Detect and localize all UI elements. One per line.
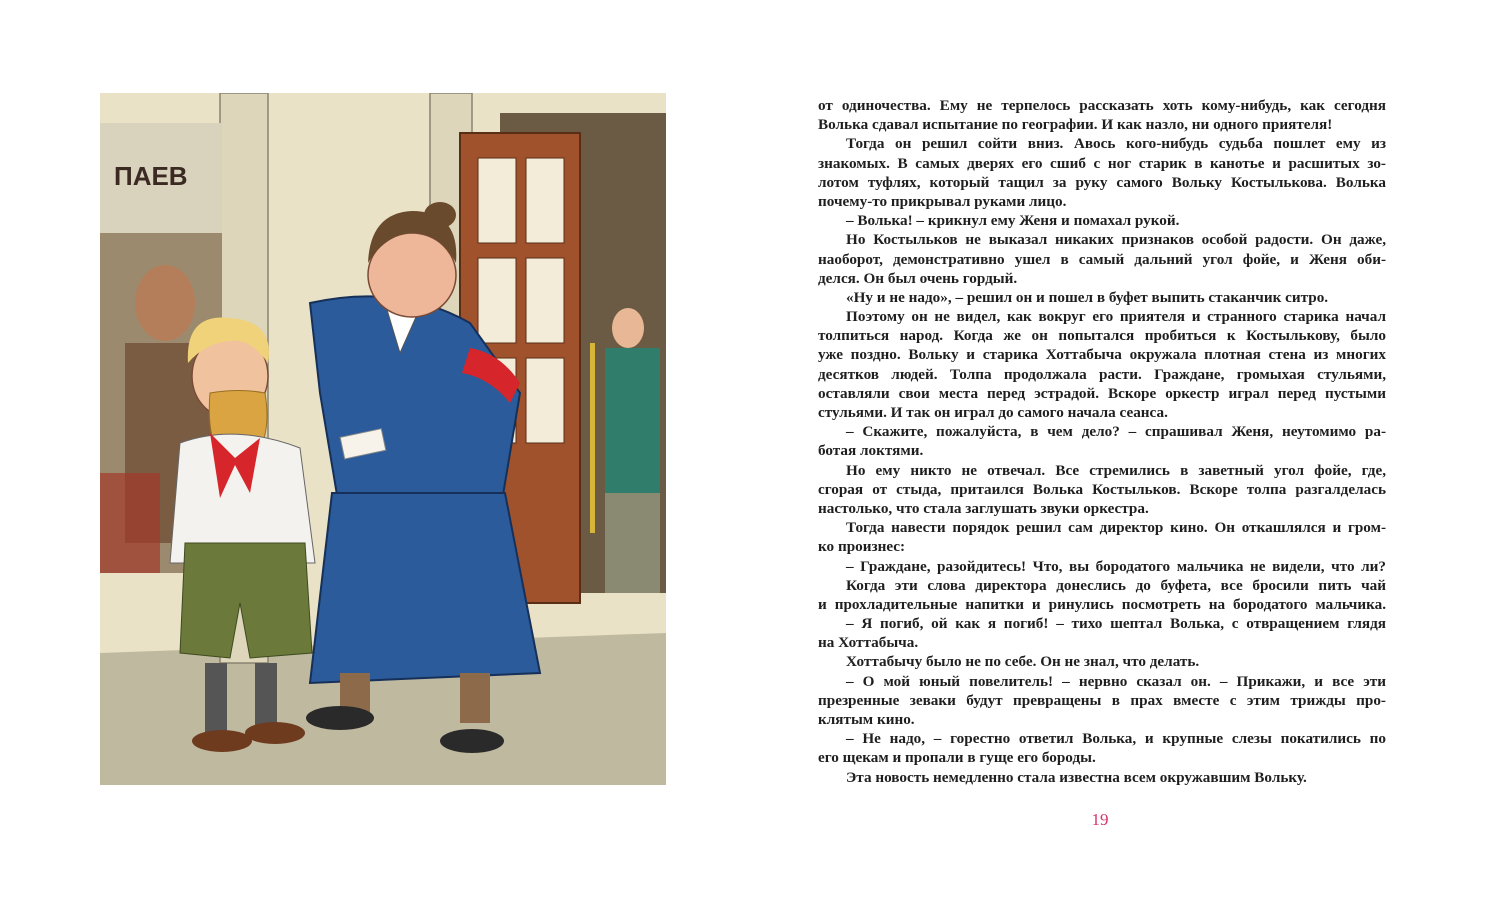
text-line: презренные зеваки будут превращены в прах вместе с этим трижды про- bbox=[818, 691, 1386, 709]
text-line: знакомых. В самых дверях его сшиб с ног старик в канотье и расшитых зо- bbox=[818, 154, 1386, 172]
woman-shoe-right bbox=[440, 729, 504, 753]
background-person bbox=[605, 348, 660, 498]
text-line: сгорая от стыда, притаился Волька Костыльков. Вскоре толпа разгалделась bbox=[818, 480, 1386, 498]
page-number: 19 bbox=[1091, 810, 1109, 829]
boy-shoe-left bbox=[192, 730, 252, 752]
text-line: клятым кино. bbox=[818, 711, 915, 728]
text-line: Но Костыльков не выказал никаких признаков особой радости. Он даже, bbox=[846, 231, 1386, 249]
text-line: настолько, что стала заглушать звуки оркестра. bbox=[818, 499, 1149, 517]
text-line: Хоттабычу было не по себе. Он не знал, что делать. bbox=[846, 653, 1200, 671]
text-line: «Ну и не надо», – решил он и пошел в буфет выпить стаканчик ситро. bbox=[846, 288, 1329, 306]
boy-shoe-right bbox=[245, 722, 305, 744]
poster-face bbox=[135, 265, 195, 341]
door-handle bbox=[590, 343, 595, 533]
text-line: Тогда навести порядок решил сам директор кино. Он откашлялся и гром- bbox=[846, 519, 1386, 537]
woman-shoe-left bbox=[306, 706, 374, 730]
text-line: ко произнес: bbox=[818, 538, 906, 556]
text-line: Но ему никто не отвечал. Все стремились в заветный угол фойе, где, bbox=[846, 461, 1386, 479]
text-line: от одиночества. Ему не терпелось рассказать хоть кому-нибудь, как сегодня bbox=[818, 97, 1386, 114]
text-line: – Я погиб, ой как я погиб! – тихо шептал Волька, с отвращением глядя bbox=[846, 615, 1386, 633]
text-line: ботая локтями. bbox=[818, 442, 924, 460]
text-line: толпиться народ. Когда же он попытался пробиться к Костылькову, было bbox=[818, 327, 1386, 345]
text-line: Поэтому он не видел, как вокруг его приятеля и странного старика начал bbox=[846, 308, 1386, 326]
poster-title: ПАЕВ bbox=[114, 161, 188, 191]
text-line: – Волька! – крикнул ему Женя и помахал рукой. bbox=[846, 212, 1180, 230]
text-line: уже поздно. Вольку и старика Хоттабыча окружала плотная стена из многих bbox=[818, 346, 1386, 364]
text-line: делся. Он был очень гордый. bbox=[818, 269, 1018, 287]
text-line: наоборот, демонстративно ушел в самый дальний угол фойе, и Женя оби- bbox=[818, 250, 1386, 268]
text-line: – Граждане, разойдитесь! Что, вы бородатого мальчика не видели, что ли? bbox=[846, 557, 1386, 575]
woman-skirt bbox=[310, 493, 540, 683]
text-line: и прохладительные напитки и ринулись посмотреть на бородатого мальчика. bbox=[818, 595, 1386, 613]
text-line: стульями. И так он играл до самого начала сеанса. bbox=[818, 404, 1168, 421]
text-line: – О мой юный повелитель! – нервно сказал он. – Прикажи, и все эти bbox=[846, 672, 1386, 690]
text-line: Тогда он решил сойти вниз. Авось кого-нибудь судьба пошлет ему из bbox=[846, 135, 1386, 153]
illustration-scene bbox=[100, 93, 666, 785]
text-line: Волька сдавал испытание по географии. И как назло, ни одного приятеля! bbox=[818, 116, 1333, 134]
text-line: оставляли свои места перед эстрадой. Вскоре оркестр играл перед пустыми bbox=[818, 384, 1386, 402]
text-line: на Хоттабыча. bbox=[818, 634, 919, 652]
text-line: Когда эти слова директора донеслись до буфета, все бросили пить чай bbox=[846, 576, 1386, 594]
text-line: – Скажите, пожалуйста, в чем дело? – спрашивал Женя, неутомимо ра- bbox=[846, 423, 1386, 441]
text-line: почему-то прикрывал руками лицо. bbox=[818, 192, 1067, 210]
text-line: – Не надо, – горестно ответил Волька, и крупные слезы покатились по bbox=[846, 730, 1386, 748]
story-text bbox=[818, 96, 1386, 787]
text-line: его щекам и пропали в гуще его бороды. bbox=[818, 749, 1096, 767]
text-line: Эта новость немедленно стала известна всем окружавшим Вольку. bbox=[846, 768, 1307, 786]
text-line: лотом туфлях, который тащил за руку самого Вольку Костылькова. Волька bbox=[818, 173, 1386, 191]
book-illustration bbox=[100, 93, 666, 785]
text-line: десятков людей. Толпа продолжала расти. Граждане, громыхая стульями, bbox=[818, 365, 1386, 383]
